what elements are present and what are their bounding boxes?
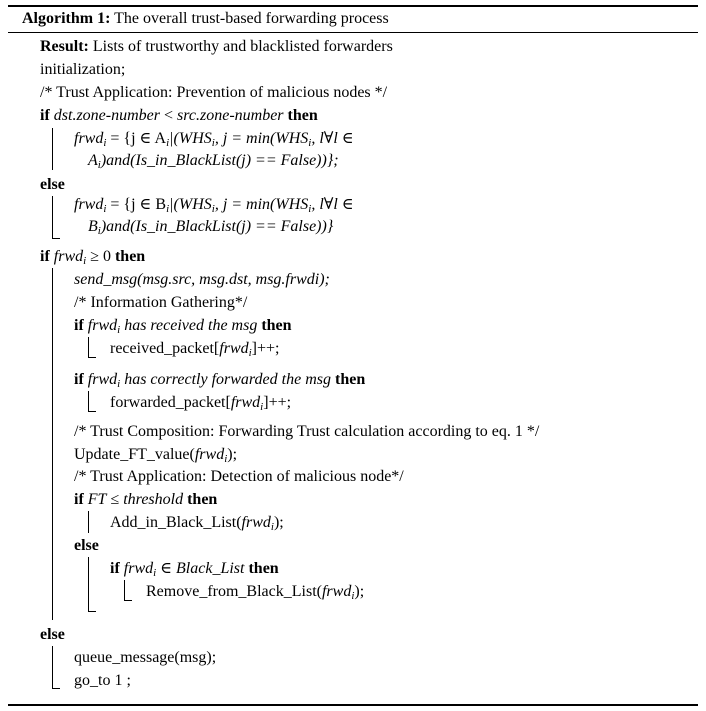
a-var: A (88, 152, 98, 169)
frwd-var: frwd (230, 394, 261, 411)
update-ft: Update_FT_value( (74, 446, 195, 463)
sub-i: i (166, 137, 170, 149)
dst-zone: dst.zone-number (53, 107, 160, 124)
increment: ]++; (263, 394, 292, 411)
if-keyword: if (110, 560, 120, 577)
b-var: B (88, 218, 98, 235)
remove-blacklist-line (146, 582, 364, 602)
queue-message-line: queue_message(msg); (74, 649, 217, 666)
else-bar-3 (52, 646, 53, 688)
sub-i: i (166, 203, 170, 215)
assign-a-line1 (74, 129, 354, 149)
bottom-rule (8, 704, 698, 706)
frwd-var: frwd (74, 130, 104, 147)
min-expr: , j = min(WHS (214, 196, 309, 213)
then-keyword: then (287, 107, 318, 124)
if-blacklist-line (110, 559, 279, 579)
whs-var: |(WHS (169, 130, 212, 147)
src-zone: src.zone-number (177, 107, 284, 124)
blacklist-check: )and(Is_in_BlackList(j) == False))} (100, 218, 334, 235)
if-frwd-line (40, 247, 145, 267)
assign-b-line2 (88, 217, 333, 237)
sub-i: i (211, 203, 215, 215)
sub-i: i (270, 521, 274, 533)
add-in-black-list: Add_in_Black_List( (110, 514, 242, 531)
if-keyword: if (40, 107, 50, 124)
frwd-var: frwd (219, 340, 249, 357)
forwarded-packet-line (110, 393, 291, 413)
set-open: = {j ∈ B (106, 196, 167, 213)
assign-a-line2 (88, 151, 339, 171)
black-list-var: Black_List (176, 560, 245, 577)
comment-info-gathering: /* Information Gathering*/ (74, 294, 248, 311)
if-forwarded-tick (88, 411, 96, 412)
ft-var: FT (87, 491, 107, 508)
if-threshold-bar (88, 511, 89, 533)
algorithm-title: The overall trust-based forwarding process (114, 10, 389, 27)
threshold-var: threshold (123, 491, 184, 508)
sub-i: i (308, 203, 312, 215)
else-tick-3 (52, 688, 60, 689)
result-line (40, 37, 393, 57)
sub-i: i (308, 137, 312, 149)
init-line: initialization; (40, 61, 126, 78)
received-packet-line (110, 339, 280, 359)
geq-zero: ≥ 0 (86, 248, 115, 265)
frwd-var: frwd (87, 317, 118, 334)
forwarded-cond: has correctly forwarded the msg (124, 371, 331, 388)
frwd-var: frwd (53, 248, 84, 265)
then-keyword: then (334, 371, 366, 388)
add-blacklist-line (110, 513, 284, 533)
remove-from-black-list: Remove_from_Black_List( (146, 583, 322, 600)
else-keyword-2: else (74, 537, 99, 554)
sub-i: i (117, 324, 121, 336)
if-frwd-bar (52, 268, 53, 620)
close-paren: ); (354, 583, 365, 600)
result-keyword: Result: (40, 38, 89, 55)
sub-i: i (248, 347, 252, 359)
sub-i: i (103, 203, 107, 215)
if-keyword: if (74, 371, 84, 388)
comment-trust-composition: /* Trust Composition: Forwarding Trust calculation according to eq. 1 */ (74, 423, 540, 440)
then-keyword: then (261, 317, 292, 334)
if-keyword: if (74, 317, 84, 334)
in-sign: ∈ (156, 560, 177, 577)
else-keyword-3: else (40, 626, 65, 643)
sub-i: i (211, 137, 215, 149)
frwd-var: frwd (123, 560, 154, 577)
if-blacklist-bar (124, 580, 125, 600)
then-keyword: then (114, 248, 146, 265)
close-paren: ); (273, 514, 284, 531)
sub-i: i (260, 401, 264, 413)
then-keyword: then (248, 560, 279, 577)
algorithm-caption (22, 9, 389, 29)
result-text: Lists of trustworthy and blacklisted forwarders (92, 38, 393, 55)
if-zone-line (40, 106, 318, 126)
update-ft-line (74, 445, 237, 465)
set-open: = {j ∈ A (106, 130, 167, 147)
min-expr: , j = min(WHS (214, 130, 309, 147)
forall-expr: , l∀l ∈ (311, 196, 354, 213)
if-keyword: if (40, 248, 50, 265)
received-packet: received_packet[ (110, 340, 220, 357)
frwd-var: frwd (241, 514, 271, 531)
sub-i: i (224, 453, 228, 465)
sub-i: i (97, 159, 101, 171)
if-threshold-line (74, 490, 217, 510)
forall-expr: , l∀l ∈ (311, 130, 354, 147)
frwd-var: frwd (321, 583, 352, 600)
close-paren: ); (227, 446, 238, 463)
goto-line: go_to 1 ; (74, 672, 131, 689)
else-bar-2 (88, 557, 89, 611)
sub-i: i (351, 590, 355, 602)
increment: ]++; (251, 340, 280, 357)
then-keyword: then (187, 491, 218, 508)
comment-detection: /* Trust Application: Detection of malicious node*/ (74, 468, 404, 485)
sub-i: i (117, 378, 121, 390)
caption-rule (8, 32, 698, 33)
top-rule (8, 5, 698, 7)
lt-sign: < (160, 107, 178, 124)
assign-b-line1 (74, 195, 354, 215)
else-keyword-1: else (40, 176, 65, 193)
sub-i: i (97, 225, 101, 237)
sub-i: i (83, 255, 87, 267)
blacklist-check: )and(Is_in_BlackList(j) == False))}; (100, 152, 339, 169)
received-cond: has received the msg (124, 317, 258, 334)
sub-i: i (103, 137, 107, 149)
frwd-var: frwd (194, 446, 225, 463)
else-tick-2 (88, 611, 96, 612)
algorithm-label: Algorithm 1: (22, 10, 111, 27)
forwarded-packet: forwarded_packet[ (110, 394, 231, 411)
whs-var: |(WHS (169, 196, 212, 213)
comment-prevention: /* Trust Application: Prevention of malicious nodes */ (40, 84, 388, 101)
if-received-tick (88, 357, 96, 358)
if-forwarded-bar (88, 391, 89, 411)
if-received-line (74, 316, 292, 336)
else-tick-1 (52, 238, 60, 239)
sub-i: i (153, 567, 157, 579)
if-received-bar (88, 337, 89, 357)
if-zone-bar (52, 128, 53, 170)
send-msg-line: send_msg(msg.src, msg.dst, msg.frwdi); (74, 271, 330, 288)
frwd-var: frwd (87, 371, 118, 388)
if-blacklist-tick (124, 600, 132, 601)
frwd-var: frwd (74, 196, 104, 213)
if-keyword: if (74, 491, 84, 508)
if-forwarded-line (74, 370, 365, 390)
leq-sign: ≤ (106, 491, 124, 508)
else-bar-1 (52, 196, 53, 238)
